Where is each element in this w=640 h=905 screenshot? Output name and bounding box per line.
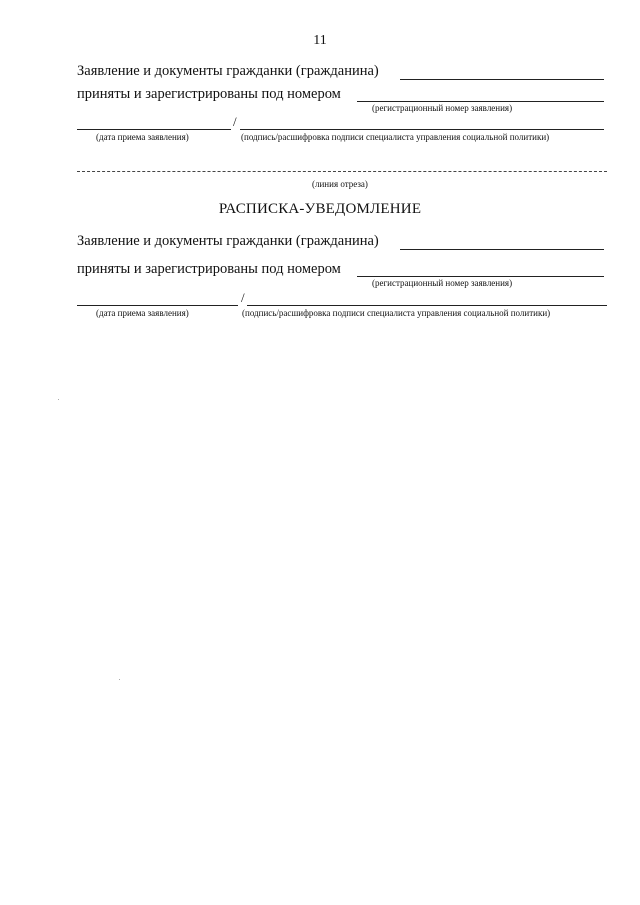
cut-line [77, 171, 607, 172]
acceptance-date-field[interactable] [77, 129, 231, 130]
receipt-applicant-line-label: Заявление и документы гражданки (гражданина) [77, 233, 379, 249]
receipt-title: РАСПИСКА-УВЕДОМЛЕНИЕ [218, 201, 422, 217]
scan-speck [119, 679, 120, 680]
receipt-registration-number-field[interactable] [357, 276, 604, 277]
date-signature-separator: / [233, 114, 237, 129]
cut-line-caption: (линия отреза) [312, 179, 368, 189]
applicant-line-label: Заявление и документы гражданки (гражданина) [77, 63, 379, 79]
receipt-registration-number-caption: (регистрационный номер заявления) [372, 278, 513, 288]
registration-line-label: приняты и зарегистрированы под номером [77, 86, 341, 102]
receipt-acceptance-date-caption: (дата приема заявления) [96, 308, 189, 318]
scan-speck [58, 399, 59, 400]
receipt-specialist-signature-caption: (подпись/расшифровка подписи специалиста управления социальной политики) [242, 308, 551, 318]
receipt-registration-line-label: приняты и зарегистрированы под номером [77, 261, 341, 277]
registration-number-field[interactable] [357, 101, 604, 102]
receipt-acceptance-date-field[interactable] [77, 305, 238, 306]
receipt-applicant-name-field[interactable] [400, 249, 604, 250]
receipt-date-signature-separator: / [241, 290, 245, 305]
applicant-name-field[interactable] [400, 79, 604, 80]
page-number: 11 [313, 33, 327, 48]
specialist-signature-field[interactable] [240, 129, 604, 130]
registration-number-caption: (регистрационный номер заявления) [372, 103, 513, 113]
receipt-specialist-signature-field[interactable] [247, 305, 607, 306]
specialist-signature-caption: (подпись/расшифровка подписи специалиста управления социальной политики) [241, 132, 550, 142]
acceptance-date-caption: (дата приема заявления) [96, 132, 189, 142]
